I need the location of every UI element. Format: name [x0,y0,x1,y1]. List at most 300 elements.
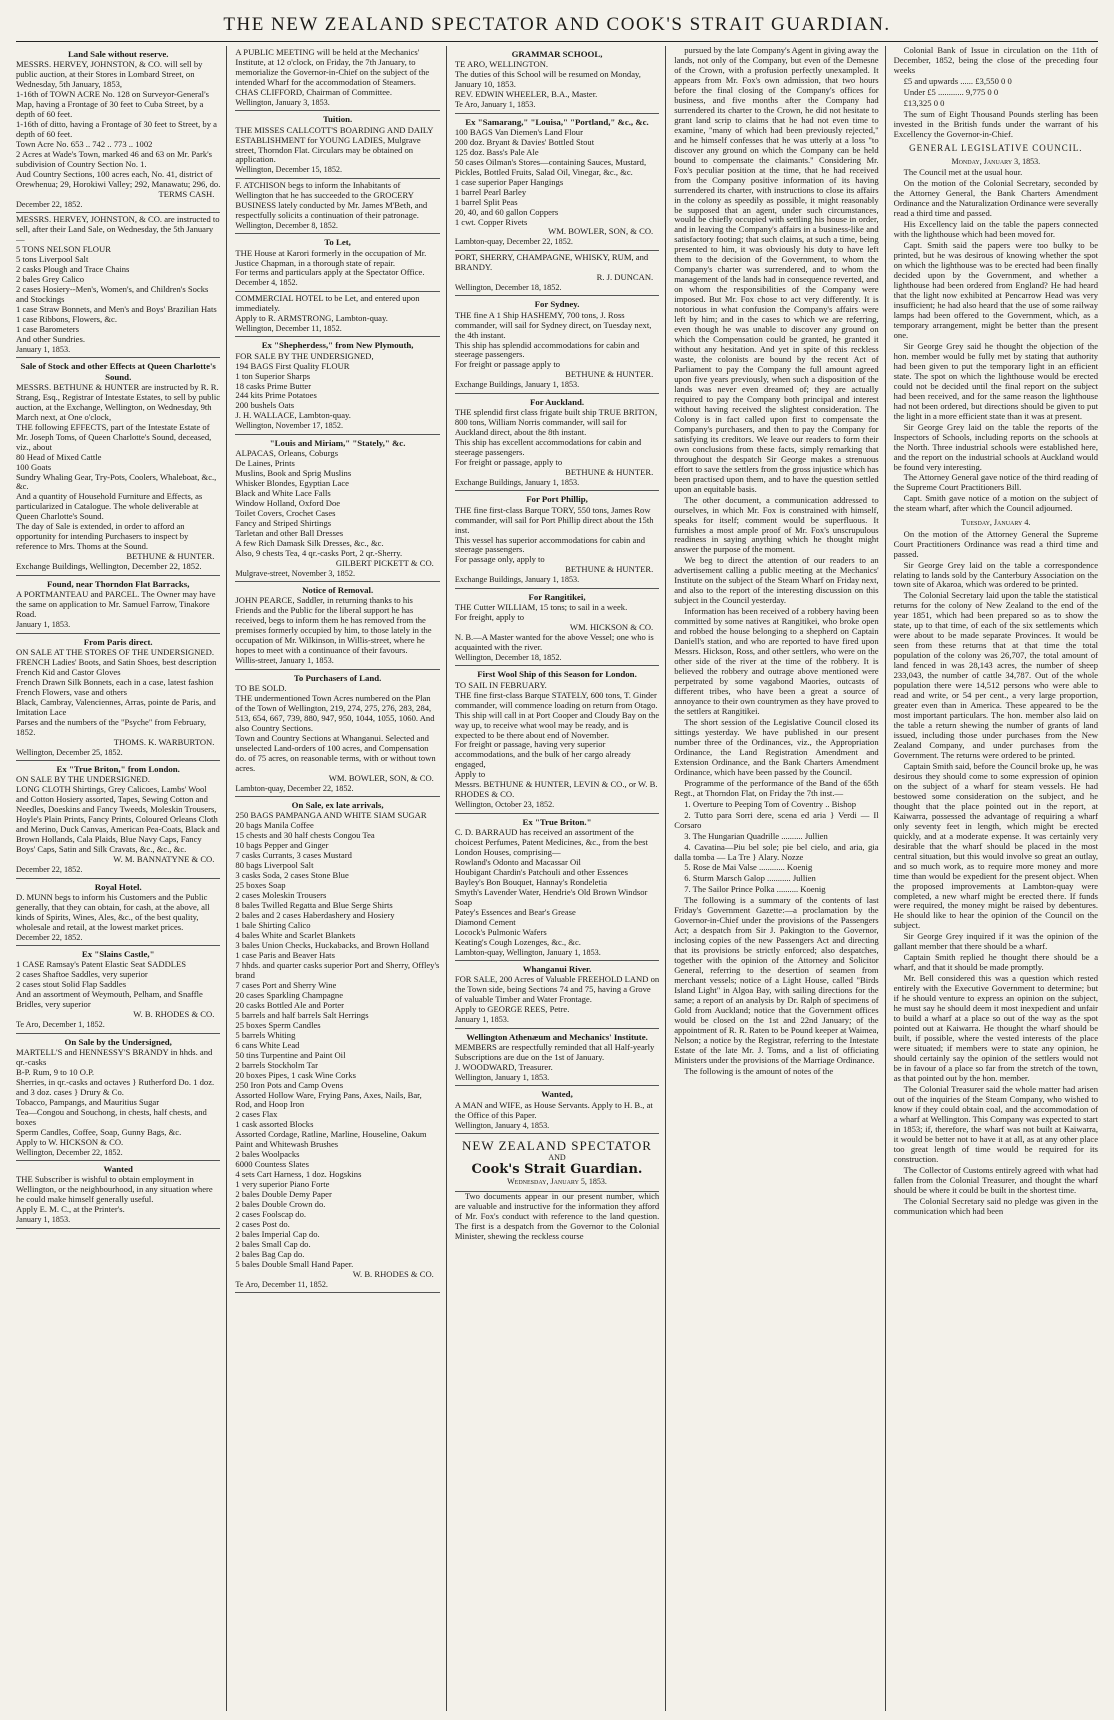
paragraph: The Colonial Treasurer said the whole matter had arisen out of the inquiries of the Steam Company, who wished to know if they could obtain coal, and the accommodation of a wharf at Wellington. This Company was expected to start in 1853; if, therefore, the wharf was not built at Kaiwarra, it would be better not to have it at all, as at any other place too great length of time would be required for its construction. [893,1083,1098,1164]
advertisement [455,814,659,961]
ad-line: ON SALE AT THE STORES OF THE UNDERSIGNED. [16,647,214,658]
ad-line: 1 barrel Split Peas [454,196,518,207]
ad-line: THE fine first-class Barque STATELY, 600 tons, T. Ginder commander, will commence loading on return from Otago. [454,689,658,710]
ad-line: December 22, 1852. [16,865,83,875]
ad-line: Messrs. BETHUNE & HUNTER, LEVIN & CO., or W. B. RHODES & CO. [454,779,658,800]
ad-line: 5 TONS NELSON FLOUR [16,244,111,255]
ad-line: 2 bales Bag Cap do. [235,1249,305,1259]
ad-line: THE fine A 1 Ship HASHEMY, 700 tons, J. Ross commander, will sail for Sydney direct, on Tuesday next, the 4th instant. [454,309,652,340]
ad-line: 5 bales Double Small Hand Paper. [235,1258,354,1269]
ad-line: Apply to W. HICKSON & CO. [16,1136,124,1147]
ad-line: TO BE SOLD. [235,682,287,693]
paragraph: 5. Rose de Mai Valse ............ Koenig [684,862,813,873]
ad-heading: GRAMMAR SCHOOL, [511,49,603,59]
advertisement [16,761,220,878]
ad-line: Toilet Covers, Crochet Cases [235,507,336,518]
paragraph: Captain Smith replied he thought there should be a wharf, and that it should be made promptly. [893,952,1098,973]
ad-line: Lambton-quay, December 22, 1852. [454,237,573,247]
ad-line: 2 Acres at Wade's Town, marked 46 and 63 on Mr. Park's subdivision of Country Section No. 1. [16,148,213,169]
issue-date: Wednesday, January 5, 1853. [507,1177,607,1187]
paragraph: £5 and upwards ...... £3,550 0 0 [903,75,1012,86]
advertisement [455,114,659,251]
paragraph: Mr. Bell considered this was a question which rested entirely with the Executive Government to determine; but if he should venture to express an opinion on the subject, he must say he should deem it most inexpedient and unfair to build a wharf at a place so out of the way as the spot pointed out at Kaiwarra. He thought the wharf should be built, if possible, where the vested interests of the place were situated; if members were to state any opinion, he should certainly say the opinion of the settlers would not be in favour of a place so far from the stretch of the town, as that pointed out by the hon. member. [893,973,1098,1083]
ad-line: R. J. DUNCAN. [596,271,654,282]
ad-line: Sundry Whaling Gear, Try-Pots, Coolers, Whaleboat, &c., &c. [16,471,217,492]
ad-line: BETHUNE & HUNTER. [565,564,654,575]
ad-line: THE Cutter WILLIAM, 15 tons; to sail in a week. [454,602,628,613]
paragraph: 7. The Sailor Prince Polka .......... Koenig [684,884,826,895]
paragraph: We beg to direct the attention of our readers to an advertisement calling a public meeting at the Mechanics' Institute on the subject of the Steam Wharf on Friday next, and also to the report of the interesting discussion on this subject in the Council yesterday. [674,555,879,606]
ad-line: THE MISSES CALLCOTT'S BOARDING AND DAILY ESTABLISHMENT for YOUNG LADIES, Mulgrave street, Thorndon Flat. Circulars may be obtained on application. [235,124,434,165]
ad-line: Town Acre No. 653 .. 742 .. 773 .. 1002 [16,138,153,149]
ad-line: Sperm Candles, Coffee, Soap, Gunny Bags, &c. [16,1126,182,1137]
paragraph: On the motion of the Attorney General the Supreme Court Practitioners Ordinance was read a third time and passed. [893,528,1098,559]
ad-line: 6000 Countess Slates [235,1159,309,1170]
ad-line: J. H. WALLACE, Lambton-quay. [235,410,351,421]
ad-heading: For Port Phillip, [526,494,588,505]
ad-line: 1 ton Superior Sharps [235,370,311,381]
advertisement [235,179,439,234]
ad-line: 8 bales Twilled Regatta and Blue Serge Shirts [235,900,393,911]
ad-line: THE undermentioned Town Acres numbered on the Plan of the Town of Wellington, 219, 274, 275, 276, 283, 284, 513, 654, 667, 739, 880, 947, 950, 1044, 1055, 1060. And also Country Sections. [235,692,435,733]
ad-line: Wellington, December 25, 1852. [16,747,123,757]
ad-line: Whisker Blondes, Egyptian Lace [235,478,350,488]
ad-line: THOMS. K. WARBURTON. [113,736,215,747]
ad-line: Muslins, Book and Sprig Muslins [235,468,352,479]
paragraph: Capt. Smith gave notice of a motion on the subject of the steam wharf, after which the Council adjourned. [893,493,1098,514]
ad-line: W. B. RHODES & CO. [133,1009,215,1020]
ad-line: This ship has excellent accommodations for cabin and steerage passengers. [454,437,642,457]
ad-line: 4 sets Cart Harness, 1 doz. Hogskins [235,1169,362,1180]
ad-line: This ship will call in at Port Cooper and Cloudy Bay on the way up, to receive what wool may be ready, and is expected to be there about end of November. [454,709,660,740]
ad-line: 2 bales Double Demy Paper [235,1189,332,1200]
ad-line: January 1, 1853. [16,344,71,354]
ad-heading: Royal Hotel. [94,881,142,892]
paragraph: His Excellency laid on the table the papers connected with the lighthouse which had been moved for. [893,219,1098,240]
paragraph: Sir George Grey laid on the table a correspondence relating to lands sold by the Canterbury Association on the town site of Akaroa, which was ordered to be printed. [893,559,1098,590]
ad-line: For freight or passage, apply to [454,456,563,467]
ad-heading: To Purchasers of Land. [293,672,382,683]
ad-line: W. M. BANNATYNE & CO. [113,854,215,865]
ad-line: 2 barrels Stockholm Tar [235,1059,318,1070]
ad-line: F. ATCHISON begs to inform the Inhabitants of Wellington that he has succeeded to the GROCERY BUSINESS lately conducted by Mr. James M'Beth, and respectfully solicits a continuation of their patronage. [235,179,428,220]
ad-line: FRENCH Ladies' Boots, and Satin Shoes, best description [16,657,217,667]
section-heading: GENERAL LEGISLATIVE COUNCIL. [909,142,1083,153]
ad-line: December 22, 1852. [16,199,83,209]
ad-line: 250 BAGS PAMPANGA AND WHITE SIAM SUGAR [235,810,427,821]
ad-line: 5 barrels Whiting [235,1029,296,1040]
advertisement [455,251,659,296]
ad-line: 244 kits Prime Potatoes [235,390,317,401]
ad-line: BETHUNE & HUNTER. [565,369,654,380]
ad-line: 80 bags Liverpool Salt [235,860,314,871]
paragraph: The Attorney General gave notice of the third reading of the Supreme Court Practitioners Bill. [893,472,1098,493]
ad-line: LONG CLOTH Shirtings, Grey Calicoes, Lambs' Wool and Cotton Hosiery assorted, Tapes, Sewing Cotton and Needles, Doeskins and Fancy Tweeds, Moleskin Trousers, Hoyle's Plain Prints, Fancy Prints, Coloured Orleans Cloth and Merino, Duck Canvas, American Pea-Coats, Black and Brown Hollands, Cala Plaids, Blue Navy Caps, Fancy Boys' Caps, Satin and Silk Cravats, &c., &c., &c. [16,784,220,855]
ad-line: A PORTMANTEAU and PARCEL. The Owner may have the same on application to Mr. Samuel Farrow, Tinakore Road. [16,589,216,620]
ad-line: 2 bales Small Cap do. [235,1239,311,1250]
newspaper-title-block [455,1134,659,1192]
ad-line: 3 bales Union Checks, Huckabacks, and Brown Holland [235,939,429,950]
ad-heading: Ex "True Briton." [522,816,592,827]
column-1 [16,46,227,1711]
ad-line: Wellington, December 18, 1852. [454,652,562,662]
advertisement [455,491,659,589]
ad-line: Lambton-quay, Wellington, January 1, 1853. [454,947,601,957]
ad-line: THE House at Karori formerly in the occupation of Mr. Justice Chapman, in a thorough state of repair. [235,247,427,268]
ad-line: De Laines, Prints [235,458,295,469]
ad-line: WM. HICKSON & CO. [569,622,654,633]
ad-line: Patey's Essences and Bear's Grease [454,906,576,917]
ad-line: 1 cwt. Copper Rivets [454,216,528,227]
ad-line: FOR SALE, 200 Acres of Valuable FREEHOLD LAND on the Town side, being Sections 74 and 75, having a Grove of valuable Timber and Water Frontage. [454,974,660,1005]
ad-line: This vessel has superior accommodations for cabin and steerage passengers. [454,534,646,555]
ad-line: THE fine first-class Barque TORY, 550 tons, James Row commander, will sail for Port Phillip direct about the 15th inst. [454,504,654,535]
ad-line: Wellington, November 17, 1852. [235,421,343,431]
column-3 [455,46,666,1711]
ad-line: 2 cases Foolscap do. [235,1209,307,1220]
paragraph: Information has been received of a robbery having been committed by some natives at Rangitikei, who broke open and robbed the house belonging to a shepherd on Captain Daniell's station, and who are reported to have fired upon Messrs. Hickson, Ross, and other settlers, who were on the other side of the river at the time of the robbery. It is believed the robbery and outrage above mentioned were perpetrated by some vagabond Maories, outcasts of different tribes, who have been a great a source of annoyance to their own countrymen as they have proved to the settlers at Rangitikei. [674,606,879,716]
ad-line: 7 cases Port and Sherry Wine [235,979,337,990]
paragraph: 3. The Hungarian Quadrille .......... Jullien [684,830,828,841]
ad-line: THE splendid first class frigate built ship TRUE BRITON, 800 tons, William Norris commander, will sail for Auckland direct, about the 8th instant. [454,407,658,438]
column-2 [235,46,446,1711]
ad-heading: Ex "True Briton," from London. [56,764,180,775]
ad-line: W. B. RHODES & CO. [352,1268,434,1279]
ad-line: MESSRS. HERVEY, JOHNSTON, & CO. are instructed to sell, after their Land Sale, on Wednesday, the 5th January— [16,214,220,245]
ad-line: January 1, 1853. [16,620,71,630]
ad-line: French Flowers, vase and others [16,686,127,697]
ad-line: Aud Country Sections, 100 acres each, No. 41, district of Orewhenua; 29, Horokiwi Valley; 292, Manawatu; 296, do. [16,168,221,189]
paragraph: Two documents appear in our present number, which are valuable and instructive for the information they afford of Mr. Fox's conduct with reference to the land question. The first is a despatch from the Governor to the Colonial Minister, shewing the reckless course [454,1190,660,1241]
ad-line: And other Sundries. [16,333,85,344]
ad-line: Exchange Buildings, January 1, 1853. [454,477,580,487]
advertisement [235,797,439,1293]
ad-line: December 4, 1852. [235,278,298,288]
advertisement [455,46,659,114]
ad-line: 2 bales and 2 cases Haberdashery and Hosiery [235,910,395,921]
ad-line: Fancy and Striped Shirtings [235,517,332,528]
ad-heading: First Wool Ship of this Season for London. [477,669,637,680]
ad-line: A few Rich Damask Silk Dresses, &c., &c. [235,537,384,548]
ad-line: And a quantity of Household Furniture and Effects, as particularized in Catalogue. The whole deliverable at Queen Charlotte's Sound. [16,491,203,522]
paragraph: 4. Cavatina—Piu bel sole; pie bel cielo, and aria, gia dalla tomba — La Tre } Alary. Nozze [674,841,879,862]
ad-line: 1-16th of TOWN ACRE No. 128 on Surveyor-General's Map, having a Frontage of 30 feet to Cuba Street, by a depth of 60 feet. [16,89,209,120]
ad-line: WM. BOWLER, SON, & CO. [328,772,434,783]
ad-line: 1 case superior Paper Hangings [454,176,564,187]
ad-line: 2 cases stout Solid Flap Saddles [16,979,127,990]
ad-line: 3 casks Soda, 2 cases Stone Blue [235,870,349,881]
ad-line: 15 chests and 30 half chests Congou Tea [235,830,375,841]
ad-line: For freight or passage, having very superior accommodations, and the bulk of her cargo already engaged, [454,739,631,770]
ad-line: Lambton-quay, December 22, 1852. [235,783,354,793]
ad-line: 200 bushels Oats [235,400,295,411]
ad-line: Willis-street, January 1, 1853. [235,656,334,666]
advertisement [16,576,220,634]
ad-line: C. D. BARRAUD has received an assortment of the choicest Perfumes, Patent Medicines, &c., from the best London Houses, comprising— [454,827,648,857]
ad-line: WM. BOWLER, SON, & CO. [548,226,654,237]
paragraph: Under £5 ............ 9,775 0 0 [903,86,999,97]
ad-line: BETHUNE & HUNTER. [126,551,215,562]
advertisement [16,1161,220,1229]
advertisement [455,961,659,1029]
ad-line: Black and White Lace Falls [235,487,331,498]
ad-line: REV. EDWIN WHEELER, B.A., Master. [454,89,598,100]
ad-line: MARTELL'S and HENNESSY'S BRANDY in hhds. and qr.-casks [16,1047,213,1067]
ad-line: Apply E. M. C., at the Printer's. [16,1204,125,1215]
ad-heading: For Auckland. [529,396,585,407]
ad-line: 2 cases Hosiery--Men's, Women's, and Children's Socks and Stockings [16,284,209,305]
ad-line: PORT, SHERRY, CHAMPAGNE, WHISKY, RUM, and BRANDY. [454,251,649,272]
paragraph: Colonial Bank of Issue in circulation on the 11th of December, 1852, being the close of the preceding four weeks [893,46,1098,75]
ad-heading: To Let, [324,237,351,248]
ad-heading: Sale of Stock and other Effects at Queen Charlotte's Sound. [20,361,216,382]
ad-line: 50 cases Oilman's Stores—containing Sauces, Mustard, Pickles, Bottled Fruits, Salad Oil, Vinegar, &c., &c. [454,156,647,177]
paragraph: Capt. Smith said the papers were too bulky to be printed, but he was desirous of knowing whether the spot on which the lighthouse was to be erected had been finally decided upon by the Government, and whether a lighthouse had been ordered from England? He had heard that the light now exhibited at Pencarrow Head was very insufficient; he had also heard that the use of some railway lamps had been offered to the Government, which, as a temporary arrangement, might be better than the present one. [893,240,1098,340]
ad-line: 1 case Barometers [16,323,79,334]
ad-line: Wellington, December 15, 1852. [235,165,343,175]
ad-line: January 1, 1853. [16,1215,71,1225]
paragraph: The following is the amount of notes of the [684,1065,834,1076]
ad-line: MESSRS. HERVEY, JOHNSTON, & CO. will sell by public auction, at their Stores in Lombard Street, on Wednesday, 5th January, 1853, [16,59,203,90]
ad-line: 1 CASE Ramsay's Patent Elastic Seat SADDLES [16,959,187,970]
ad-line: MEMBERS are respectfully reminded that all Half-yearly Subscriptions are due on the 1st of January. [454,1041,655,1062]
ad-heading: Ex "Slains Castle," [81,949,155,960]
ad-line: Wellington, December 8, 1852. [235,220,338,230]
ad-line: Tea—Congou and Souchong, in chests, half chests, and boxes [16,1106,207,1127]
ad-heading: From Paris direct. [83,636,153,647]
ad-line: 1 case Paris and Beaver Hats [235,949,335,960]
ad-line: JOHN PEARCE, Saddler, in returning thanks to his Friends and the Public for the liberal support he has received, begs to inform them he has removed from the premises formerly occupied by him, to those lately in the occupation of Mr. Wilkinson, in Willis-street, where he hopes to meet with a continuance of their favours. [235,595,432,656]
ad-line: 5 barrels and half barrels Salt Herrings [235,1009,369,1020]
columns [16,46,1098,1711]
ad-line: THE following EFFECTS, part of the Intestate Estate of Mr. Joseph Toms, of Queen Charlotte's Sound, deceased, viz., about [16,421,212,452]
ad-line: Tarletan and other Ball Dresses [235,527,344,538]
ad-line: 1-16th of ditto, having a Frontage of 30 feet to Street, by a depth of 60 feet. [16,119,217,139]
advertisement [16,946,220,1034]
ad-line: Exchange Buildings, January 1, 1853. [454,575,580,585]
ad-line: D. MUNN begs to inform his Customers and the Public generally, that they can obtain, for cash, at the above, all kinds of Spirits, Wines, Ales, &c., of the best quality, wholesale and retail, at the lowest market prices. [16,891,210,932]
paragraph: 2. Tutto para Sorri dere, scena ed aria } Verdi — Il Corsaro [674,809,879,830]
ad-line: 2 bales Imperial Cap do. [235,1229,320,1240]
advertisement [16,213,220,358]
paragraph: 6. Sturm Marsch Galop ........... Jullien [684,873,816,884]
ad-line: Apply to R. ARMSTRONG, Lambton-quay. [235,312,388,323]
advertisement [235,582,439,670]
ad-heading: Land Sale without reserve. [67,49,169,59]
advertisement [16,46,220,213]
ad-line: January 1, 1853. [454,1015,509,1025]
ad-line: 20 boxes Pipes, 1 cask Wine Corks [235,1069,356,1080]
ad-line: Wellington, December 22, 1852. [16,1147,123,1157]
advertisement [235,670,439,797]
ad-line: Wellington, January 4, 1853. [454,1120,550,1130]
ad-heading: Notice of Removal. [302,585,374,596]
paragraph: The other document, a communication addressed to ourselves, in which Mr. Fox is constrained with himself, speaks for itself; comment would be superfluous. It furnishes a most ample proof of Mr. Fox's unscrupulous readiness in saying anything which he thought might answer the purpose of the moment. [674,494,879,555]
ad-line: A PUBLIC MEETING will be held at the Mechanics' Institute, at 12 o'clock, on Friday, the 7th January, to memorialize the Governor-in-Chief on the subject of the intended Wharf for the accommodation of Steamers. [235,47,430,87]
paragraph: £13,325 0 0 [903,97,945,108]
ad-line: 7 hhds. and quarter casks superior Port and Sherry, Offley's brand [235,959,440,980]
ad-line: Assorted Hollow Ware, Frying Pans, Axes, Nails, Bar, Rod, and Hoop Iron [235,1089,422,1110]
ad-line: Town and Country Sections at Whanganui. Selected and unselected Land-orders of 100 acres, and Compensation do. of 75 acres, on reasonable terms, with or without town acres. [235,732,436,773]
ad-heading: Wanted [103,1164,133,1175]
ad-line: 1 case Ribbons, Flowers, &c. [16,313,117,324]
paragraph: The short session of the Legislative Council closed its sittings yesterday. We have published in our present number three of the Ordinances, viz., the Appropriation Ordinance, the Land Registration Amendment and Extension Ordinance, and the Bank Charters Amendment Ordinance, which have been passed by the Council. [674,716,879,777]
ad-line: Tobacco, Pampangs, and Mauritius Sugar [16,1096,160,1107]
ad-line: 2 cases Shaftoe Saddles, very superior [16,969,148,980]
ad-line: 125 doz. Bass's Pale Ale [454,146,539,157]
ad-line: 1 case Straw Bonnets, and Men's and Boys' Brazilian Hats [16,304,217,314]
ad-line: Wellington, December 18, 1852. [454,282,562,292]
paragraph: The following is a summary of the contents of last Friday's Government Gazette:—a proclamation by the Governor-in-Chief under the provisions of the Passengers Act; a despatch from Sir J. Pakington to the Governor, inclosing copies of the new Passengers Act and directing that its provisions be strictly enforced; also despatches, together with the opinion of the Attorney and Solicitor General, referring to the desertion of seamen from merchant vessels; notice of a Light House, called "Birds Island Light" in Algoa Bay, with sailing directions for the same; a report of an analysis by Dr. Ralph of specimens of Gold from Auckland; notice that the Government offices would be closed on the 1st and 22nd January; of the appointment of R. R. Raten to be Pound keeper at Waimea, Nelson; a notice by the Registrar, referring to the Intestate Estate of the late Mr. J. Toms, and a list of officiating Ministers under the provisions of the Marriage Ordinance. [674,895,879,1065]
advertisement [235,234,439,292]
ad-line: For freight or passage apply to [454,359,561,370]
ad-line: THE Subscriber is wishful to obtain employment in Wellington, or the neighbourhood, in any situation where he could make himself generally useful. [16,1174,213,1205]
ad-line: N. B.—A Master wanted for the above Vessel; one who is acquainted with the river. [454,632,654,652]
ad-line: December 22, 1852. [16,932,83,942]
ad-line: 100 BAGS Van Diemen's Land Flour [454,126,583,137]
paragraph: The Colonial Secretary said no pledge was given in the communication which had been [893,1195,1098,1216]
ad-line: 25 boxes Sperm Candles [235,1019,321,1030]
ad-line: The day of Sale is extended, in order to afford an opportunity for intending Purchasers to inspect by reference to Mrs. Thoms at the Sound. [16,521,189,552]
ad-line: A MAN and WIFE, as House Servants. Apply to H. B., at the Office of this Paper. [454,1099,653,1120]
ad-line: 2 cases Post do. [235,1219,290,1230]
paragraph: Sir George Grey said he thought the objection of the hon. member would be fully met by stating that authority had been given to put the temporary light in an efficient state. The spot on which the lighthouse would be erected could not be decided until the final report on the subject had been received, and for the same reason the lighthouse had not been ordered, but directions should be given to put the light in a more efficient state than it was at present. [893,340,1098,421]
ad-line: 7 casks Currants, 3 cases Mustard [235,850,352,861]
ad-line: 4 bales White and Scarlet Blankets [235,930,356,940]
paragraph: Sir George Grey inquired if it was the opinion of the gallant member that there should be a wharf. [893,931,1098,952]
ad-line: 2 casks Plough and Trace Chains [16,264,130,275]
ad-line: Mulgrave-street, November 3, 1852. [235,568,356,578]
ad-line: Also, 9 chests Tea, 4 qr.-casks Port, 2 qr.-Sherry. [235,547,403,558]
ad-line: B-P. Rum, 9 to 10 O.P. [16,1066,95,1077]
ad-line: 20, 40, and 60 gallon Coppers [454,206,559,217]
ad-line: Window Holland, Oxford Doe [235,497,341,508]
paragraph: 1. Overture to Peeping Tom of Coventry .. Bishop [684,798,857,809]
advertisement [16,634,220,761]
paragraph: Captain Smith said, before the Council broke up, he was desirous they should come to some expression of opinion on the subject of a wharf for steam vessels. He had bestowed some consideration on the subject, and he thought that the place pointed out in the report, at Kaiwarra, possessed the advantage of requiring a wharf only seventy feet in length, which might be erected quickly, and at a moderate expense. It was certainly very desirable that the wharf should be placed in the most central situation, but this would involve so great an outlay, and so much work, as to require more money and more time than would be expedient for the present object. When the proposed improvements at Lambton-quay were completed, a new wharf might be erected there. If funds were required, the money might be raised by debentures. He should like to hear the opinion of the Council on the subject. [893,760,1098,931]
ad-heading: Tuition. [322,114,353,125]
paragraph: pursued by the late Company's Agent in giving away the lands, not only of the Company, but even of the Demesne of the Crown, with a profusion perfectly unexampled. It appears from Mr. Fox's own admission, that two hours before the final closing of the Company's offices for business, and five months after the Company had surrendered its charter to the Crown, he did not hesitate to grant land scrip to claims that he had not even time to examine, "many of which had been previously rejected," and he himself confesses that he was utterly at a loss "to discover any ground on which the Company can be held bound to compensate the claimants." Considering Mr. Fox's peculiar position at the time, that he had received from the Company positive information of its having surrendered its charter, with instructions to close its affairs in the colony as speedily as possible, it might reasonably be supposed that an agent, under such circumstances, would be chiefly occupied with settling his house in order, and in leaving the Company's affairs in a business-like and satisfactory footing; that such claims, at such a time, being presented to him, it was obviously his duty to have left them to the decision of the Government, to whom the Company's charter was surrendered, and to whom the management of the lands had in consequence reverted, and on whom the responsibilities of the Company were imposed. But Mr. Fox chose to act very differently. It is notorious in what confusion the Company's affairs were left by him; and in the cases to which we are referring, even though he was unable to discover any ground on which the Compensation could be granted, he granted it without any hesitation. And yet in spite of this reckless waste, the colonists are bound by the recent Act of Parliament to pay the Company the full amount agreed upon five years previously, when such a disposition of the lands was never even dreamed of; they are actually required to pay the Company both principal and interest without having received the slightest consideration. The Colony is in fact called upon first to compensate the Company's purchasers, and then to pay the Company for satisfying its creditors. We leave our readers to form their own conclusions from these facts, simply remarking that throughout the despatch Sir George makes a strenuous effort to save the settlers from the gross injustice which has been practised upon them, and to have the question settled upon an equitable basis. [674,46,879,494]
title-conjunction: AND [548,1153,566,1163]
ad-line: For terms and particulars apply at the Spectator Office. [235,267,425,278]
ad-line: Locock's Pulmonic Wafers [454,926,547,937]
ad-line: Apply to [454,769,486,780]
column-4 [674,46,885,1711]
ad-heading: On Sale by the Undersigned, [64,1036,172,1047]
advertisement [16,879,220,947]
ad-line: FOR SALE BY THE UNDERSIGNED, [235,350,374,361]
ad-line: CHAS CLIFFORD, Chairman of Committee. [235,86,393,97]
ad-line: COMMERCIAL HOTEL to be Let, and entered upon immediately. [235,292,420,313]
session-date: Tuesday, January 4. [961,518,1031,528]
ad-line: TE ARO, WELLINGTON. [454,59,549,70]
ad-line: 10 bags Pepper and Ginger [235,840,329,851]
advertisement [235,292,439,337]
paragraph: The Council met at the usual hour. [903,167,1023,178]
ad-line: 18 casks Prime Butter [235,380,312,391]
ad-line: 2 cases Flax [235,1109,278,1120]
session-date: Monday, January 3, 1853. [951,157,1041,167]
ad-line: This ship has splendid accommodations for cabin and steerage passengers. [454,339,640,360]
advertisement [455,666,659,813]
ad-line: French Drawn Silk Bonnets, each in a case, latest fashion [16,676,214,687]
ad-heading: For Sydney. [534,299,580,310]
ad-line: 1 barrel Pearl Barley [454,186,527,197]
ad-line: ALPACAS, Orleans, Coburgs [235,448,339,459]
ad-heading: Ex "Shepherdess," from New Plymouth, [261,340,414,351]
ad-line: 20 cases Sparkling Champagne [235,989,344,1000]
ad-line: J. WOODWARD, Treasurer. [454,1061,553,1072]
advertisement [235,435,439,582]
ad-heading: "Louis and Miriam," "Stately," &c. [269,437,406,448]
ad-line: 1 very superior Piano Forte [235,1179,330,1190]
ad-line: 50 tins Turpentine and Paint Oil [235,1049,346,1060]
ad-line: Black, Cambray, Valenciennes, Arras, pointe de Paris, and Imitation Lace [16,696,216,717]
ad-line: 1 bale Shirting Calico [235,920,311,931]
column-5 [894,46,1098,1711]
paragraph: The Collector of Customs entirely agreed with what had fallen from the Colonial Treasurer, and thought the wharf should be where it could be built in the shortest time. [893,1164,1098,1195]
ad-line: French Kid and Castor Gloves [16,666,121,677]
ad-line: Paint and Whitewash Brushes [235,1139,339,1150]
advertisement [455,394,659,492]
ad-line: Smyth's Lavender Water, Hendrie's Old Brown Windsor Soap [454,886,648,907]
ad-line: Assorted Cordage, Ratline, Marline, Houseline, Oakum [235,1129,427,1140]
ad-heading: On Sale, ex late arrivals, [291,800,384,811]
ad-line: Apply to GEORGE REES, Petre. [454,1004,570,1015]
ad-line: Sherries, in qr.-casks and octaves } Rutherford Do. 1 doz. and 3 doz. cases } Drury & Co. [16,1076,215,1097]
ad-heading: Ex "Samarang," "Louisa," "Portland," &c., &c. [465,116,649,127]
ad-line: Houbigant Chardin's Patchouli and other Essences [454,866,628,877]
ad-line: 2 bales Double Crown do. [235,1199,326,1210]
advertisement [455,296,659,394]
ad-line: 2 bales Woolpacks [235,1149,300,1160]
masthead: THE NEW ZEALAND SPECTATOR AND COOK'S STRAIT GUARDIAN. [16,10,1098,42]
ad-line: Te Aro, December 1, 1852. [16,1020,105,1030]
advertisement [455,1086,659,1134]
ad-line: Te Aro, December 11, 1852. [235,1279,328,1289]
ad-line: TERMS CASH. [158,188,215,199]
ad-heading: For Rangitikei, [528,591,586,602]
paragraph: Sir George Grey laid on the table the reports of the Inspectors of Schools, including reports on the schools at the North. Three industrial schools were established here, and the report on the industrial schools at Auckland would be found very interesting. [893,421,1098,472]
ad-line: Wellington, January 3, 1853. [235,97,330,107]
ad-line: Te Aro, January 1, 1853. [454,100,536,110]
ad-line: Exchange Buildings, Wellington, December 22, 1852. [16,561,202,572]
ad-line: Wellington, January 1, 1853. [454,1072,550,1082]
ad-line: 1 cask assorted Blocks [235,1119,314,1130]
ad-line: 250 Iron Pots and Camp Ovens [235,1079,344,1090]
ad-line: Diamond Cement [454,916,516,927]
ad-line: And an assortment of Weymouth, Pelham, and Snaffle Bridles, very superior [16,989,203,1010]
paragraph: The Colonial Secretary laid upon the table the statistical returns for the colony of New Zealand to the end of the year 1851, which had been prepared so as to show the state, up to that time, of each of the six settlements which were about to be made separate Provinces. It would be seen from these returns that at that time the total population of the colony was 26,707, the total amount of land fenced in was 28,143 acres, the number of sheep 233,043, the number of cattle 34,787. Out of the whole population there were 14,512 persons who were able to read and write, or 54 per cent., a very large proportion, greater even than in America. These appeared to be the most important particulars. The hon. member also laid on the table a return shewing the number of grants of land issued, including those under purchases from the New Zealand Company, and under purchases from the Government. The returns were ordered to be printed. [893,590,1098,760]
ad-line: Exchange Buildings, January 1, 1853. [454,380,580,390]
ad-line: GILBERT PICKETT & CO. [335,557,434,568]
paragraph: Programme of the performance of the Band of the 65th Regt., at Thorndon Flat, on Friday the 7th inst.— [674,777,879,798]
advertisement [235,111,439,179]
ad-line: 20 bags Manila Coffee [235,820,314,831]
ad-line: 2 cases Moleskin Trousers [235,890,327,901]
ad-line: 200 doz. Bryant & Davies' Bottled Stout [454,136,595,147]
advertisement [455,1029,659,1087]
ad-line: 2 bales Grey Calico [16,274,85,285]
ad-line: MESSRS. BETHUNE & HUNTER are instructed by R. R. Strang, Esq., Registrar of Intestate Estates, to sell by public auction, at the Exchange, Wellington, on Wednesday, 9th March next, at One o'clock, [16,381,221,422]
ad-line: Rowland's Odonto and Macassar Oil [454,856,581,867]
paragraph: The sum of Eight Thousand Pounds sterling has been invested in the British funds under the warrant of his Excellency the Governor-in-Chief. [893,108,1098,139]
ad-line: TO SAIL IN FEBRUARY. [454,679,547,690]
ad-line: ON SALE BY THE UNDERSIGNED. [16,774,150,785]
ad-heading: Wellington Athenæum and Mechanics' Institute. [466,1031,648,1042]
ad-line: 25 boxes Soap [235,880,286,891]
title-line: NEW ZEALAND SPECTATOR [462,1138,652,1154]
